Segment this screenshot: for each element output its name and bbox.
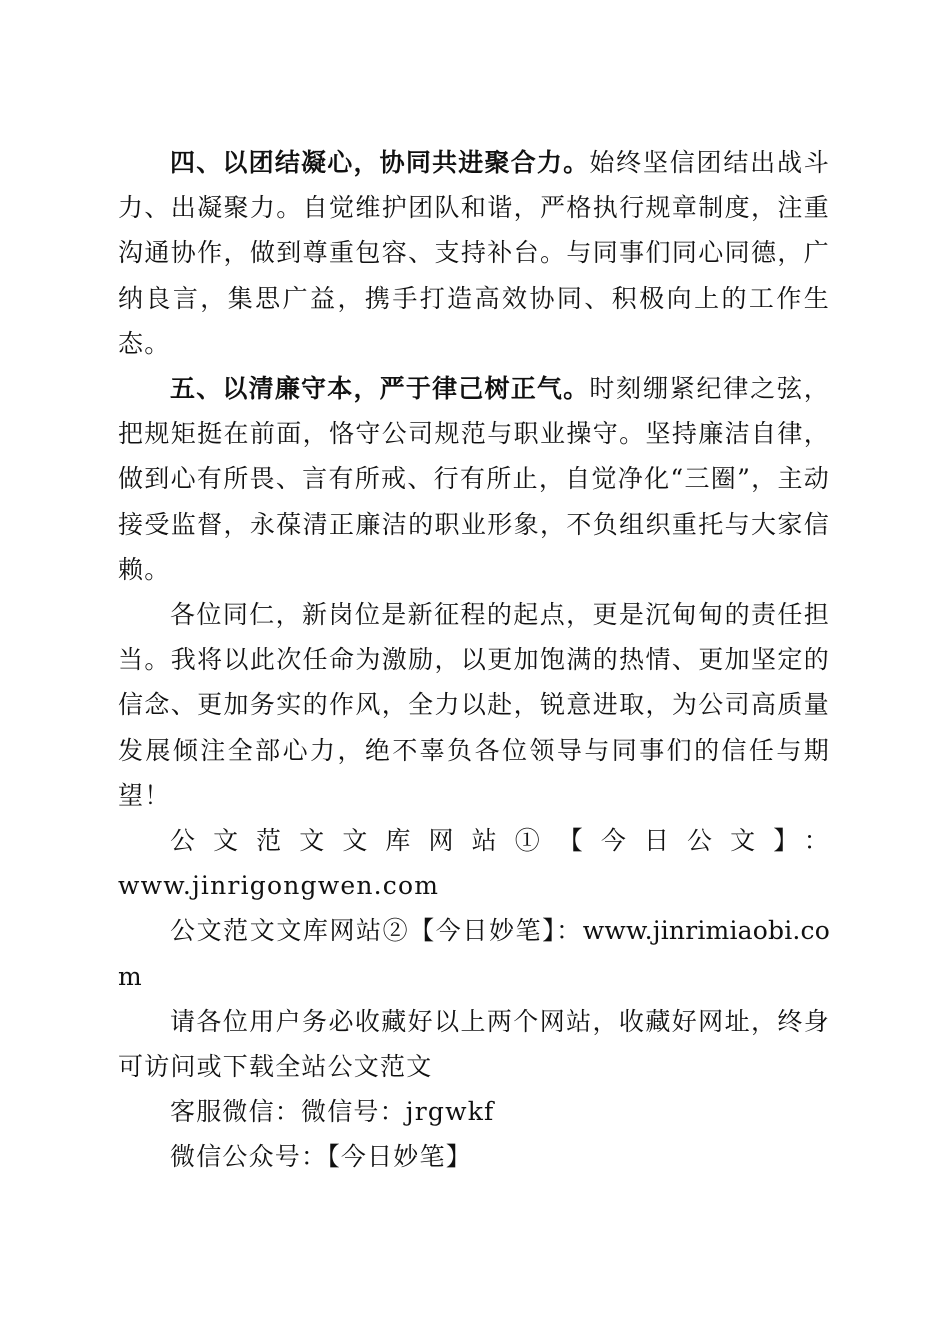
section-body-5: 时刻绷紧纪律之弦，把规矩挺在前面，恪守公司规范与职业操守。坚持廉洁自律，做到心有所畏、言有所戒、行有所止，自觉净化“三圈”，主动接受监督，永葆清正廉洁的职业形象，不负组织重托与大家信赖。 [118, 374, 830, 584]
section-paragraph-4 [118, 140, 830, 366]
site1-url[interactable]: www.jinrigongwen.com [118, 871, 440, 901]
site2-line[interactable]: 公文范文文库网站②【今日妙笔】：www.jinrimiaobi.com [118, 916, 830, 991]
wechat-official-account: 微信公众号：【今日妙笔】 [170, 1142, 472, 1172]
document-page [118, 140, 830, 1180]
closing-paragraph: 各位同仁，新岗位是新征程的起点，更是沉甸甸的责任担当。我将以此次任命为激励，以更加饱满的热情、更加坚定的信念、更加务实的作风，全力以赴，锐意进取，为公司高质量发展倾注全部心力，绝不辜负各位领导与同事们的信任与期望！ [118, 600, 830, 810]
section-body-4: 始终坚信团结出战斗力、出凝聚力。自觉维护团队和谐，严格执行规章制度，注重沟通协作，做到尊重包容、支持补台。与同事们同心同德，广纳良言，集思广益，携手打造高效协同、积极向上的工作生态。 [118, 148, 830, 358]
section-heading-4: 四、以团结凝心，协同共进聚合力。 [170, 148, 590, 177]
wechat-service: 客服微信：微信号：jrgwkf [170, 1097, 495, 1127]
section-paragraph-5 [118, 366, 830, 592]
section-heading-5: 五、以清廉守本，严于律己树正气。 [170, 374, 590, 404]
site1-label: 公文范文文库网站①【今日公文】： [170, 826, 830, 856]
bookmark-notice: 请各位用户务必收藏好以上两个网站，收藏好网址，终身可访问或下载全站公文范文 [118, 1006, 830, 1082]
